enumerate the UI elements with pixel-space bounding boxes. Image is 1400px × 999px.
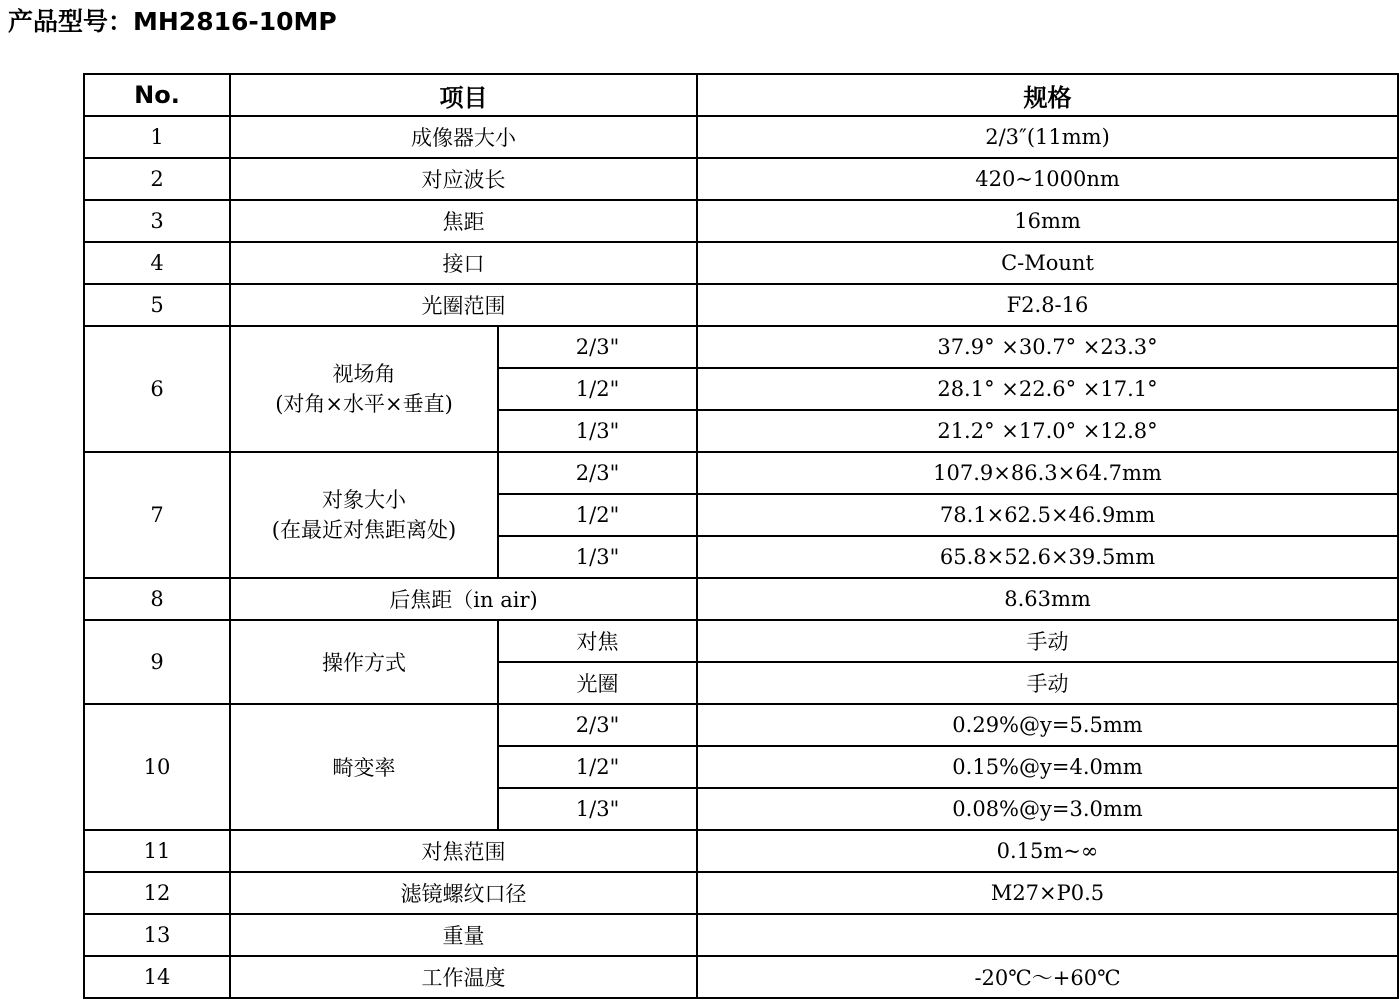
table-row xyxy=(84,578,1398,620)
row-item: 畸变率 xyxy=(230,704,498,830)
row-no: 3 xyxy=(84,200,230,242)
row-spec: -20℃～+60℃ xyxy=(697,956,1398,998)
header-row xyxy=(84,74,1398,116)
row-item: 工作温度 xyxy=(230,956,697,998)
row-spec: 0.08%@y=3.0mm xyxy=(697,788,1398,830)
row-spec: 37.9° ×30.7° ×23.3° xyxy=(697,326,1398,368)
row-subitem: 1/3" xyxy=(498,536,697,578)
table-row xyxy=(84,242,1398,284)
row-item: 对应波长 xyxy=(230,158,697,200)
row-item xyxy=(230,326,498,452)
row-subitem: 1/3" xyxy=(498,788,697,830)
table-row xyxy=(84,620,1398,662)
row-item: 后焦距（in air) xyxy=(230,578,697,620)
row-spec: M27×P0.5 xyxy=(697,872,1398,914)
row-spec: 28.1° ×22.6° ×17.1° xyxy=(697,368,1398,410)
table-row xyxy=(84,704,1398,746)
row-subitem: 1/2" xyxy=(498,368,697,410)
table-row xyxy=(84,872,1398,914)
row-no: 12 xyxy=(84,872,230,914)
row-no: 5 xyxy=(84,284,230,326)
row-item: 操作方式 xyxy=(230,620,498,704)
row-subitem: 1/2" xyxy=(498,494,697,536)
row-subitem: 2/3" xyxy=(498,452,697,494)
row-subitem: 对焦 xyxy=(498,620,697,662)
row-spec: 21.2° ×17.0° ×12.8° xyxy=(697,410,1398,452)
row-no: 2 xyxy=(84,158,230,200)
header-no: No. xyxy=(84,74,230,116)
row-no: 4 xyxy=(84,242,230,284)
row-spec: 手动 xyxy=(697,620,1398,662)
row-no: 9 xyxy=(84,620,230,704)
header-item: 项目 xyxy=(230,74,697,116)
row-no: 11 xyxy=(84,830,230,872)
row-item xyxy=(230,452,498,578)
row-no: 13 xyxy=(84,914,230,956)
row-item: 滤镜螺纹口径 xyxy=(230,872,697,914)
row-spec: F2.8-16 xyxy=(697,284,1398,326)
row-spec: 16mm xyxy=(697,200,1398,242)
row-item: 重量 xyxy=(230,914,697,956)
row-no: 8 xyxy=(84,578,230,620)
row-spec: 手动 xyxy=(697,662,1398,704)
row-spec: 65.8×52.6×39.5mm xyxy=(697,536,1398,578)
row-no: 14 xyxy=(84,956,230,998)
row-item-line: 视场角 xyxy=(332,362,396,386)
row-item-line: 对象大小 xyxy=(322,488,406,512)
row-spec: 78.1×62.5×46.9mm xyxy=(697,494,1398,536)
table-row xyxy=(84,284,1398,326)
row-spec: C-Mount xyxy=(697,242,1398,284)
table-row xyxy=(84,914,1398,956)
row-no: 1 xyxy=(84,116,230,158)
product-model-title: 产品型号：MH2816-10MP xyxy=(8,7,337,36)
row-subitem: 2/3" xyxy=(498,326,697,368)
table-row xyxy=(84,452,1398,494)
row-subitem: 1/3" xyxy=(498,410,697,452)
row-item: 焦距 xyxy=(230,200,697,242)
row-item: 接口 xyxy=(230,242,697,284)
table-row xyxy=(84,200,1398,242)
row-subitem: 1/2" xyxy=(498,746,697,788)
row-subitem: 2/3" xyxy=(498,704,697,746)
row-item-line: (对角×水平×垂直) xyxy=(275,392,453,416)
row-item: 对焦范围 xyxy=(230,830,697,872)
row-spec: 107.9×86.3×64.7mm xyxy=(697,452,1398,494)
row-spec: 0.15%@y=4.0mm xyxy=(697,746,1398,788)
row-item-line: (在最近对焦距离处) xyxy=(271,518,457,542)
row-spec: 2/3″(11mm) xyxy=(697,116,1398,158)
row-spec: 420~1000nm xyxy=(697,158,1398,200)
row-spec: 0.15m~∞ xyxy=(697,830,1398,872)
spec-table xyxy=(83,73,1399,999)
row-no: 10 xyxy=(84,704,230,830)
row-no: 6 xyxy=(84,326,230,452)
table-row xyxy=(84,956,1398,998)
header-spec: 规格 xyxy=(697,74,1398,116)
row-no: 7 xyxy=(84,452,230,578)
row-spec: 0.29%@y=5.5mm xyxy=(697,704,1398,746)
row-item: 光圈范围 xyxy=(230,284,697,326)
row-item: 成像器大小 xyxy=(230,116,697,158)
row-subitem: 光圈 xyxy=(498,662,697,704)
table-row xyxy=(84,326,1398,368)
table-row xyxy=(84,116,1398,158)
table-row xyxy=(84,158,1398,200)
row-spec xyxy=(697,914,1398,956)
table-row xyxy=(84,830,1398,872)
row-spec: 8.63mm xyxy=(697,578,1398,620)
